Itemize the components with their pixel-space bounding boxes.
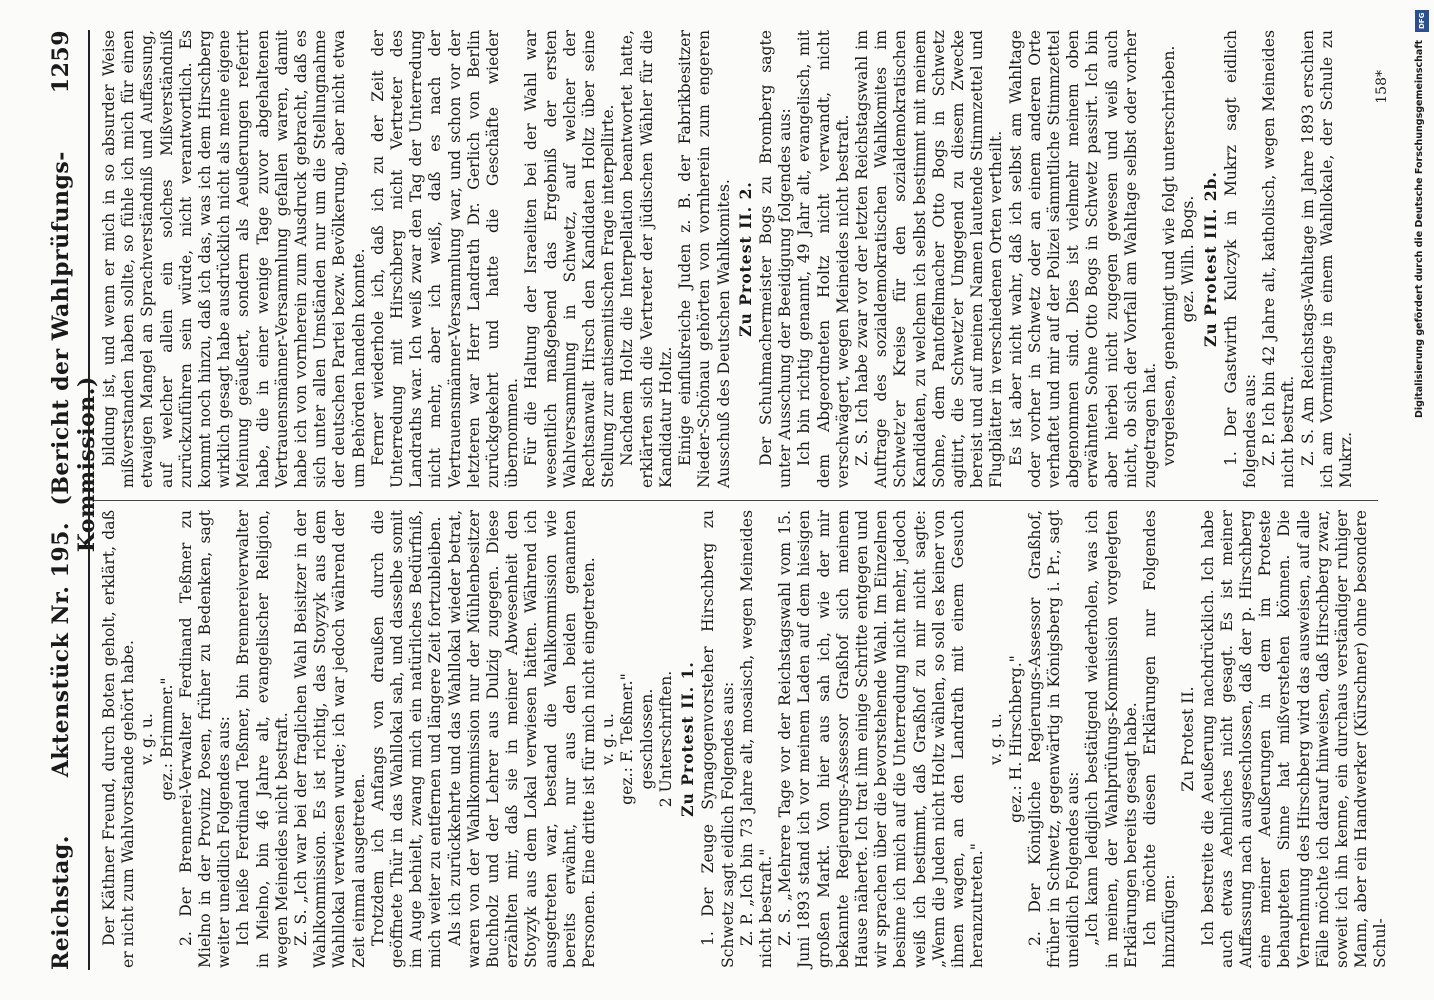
page-number: 1259 (48, 30, 74, 94)
section-heading: Zu Protest II. 2. (735, 181, 755, 337)
column-divider (94, 500, 1378, 501)
section-heading: Zu Protest II. 1. (678, 661, 698, 817)
paragraph: Z. S. „Mehrere Tage vor der Reichstagswahl vom 15. Juni 1893 stand ich vor meinem Laden auf dem hiesigen großen Markt. Von hier aus sah ich, wie der mir bekannte Regierungs-Assessor Graßhof sich meinem Hause näherte. Ich trat ihm einige Schritte entgegen und wir sprachen über die bevorstehende Wahl. Im Einzelnen besinne ich mich auf die Unterredung nicht mehr, jedoch weiß ich bestimmt, daß Graßhof zu mir nicht sagte: „Wenn die Juden nicht Holtz wählen, so soll es keiner von ihnen wagen, an den Landrath mit einem Gesuch heranzutreten." (776, 510, 987, 968)
paragraph: 1. Der Gastwirth Kulczyk in Mukrz sagt eidlich folgendes aus: (1221, 30, 1259, 488)
paragraph: 2. Der Brennerei-Verwalter Ferdinand Teßmer zu Mielno in der Provinz Posen, früher zu Bedenken, sagt weiter uneidlich Folgendes aus: (176, 510, 234, 968)
header-rule (88, 30, 90, 970)
dfg-logo: DFG (1415, 10, 1429, 32)
paragraph: 1. Der Zeuge Synagogenvorsteher Hirschberg zu Schwetz sagt eidlich Folgendes aus: (699, 510, 737, 968)
header-center (48, 93, 100, 835)
paragraph: gez. Wilh. Bogs. (1179, 195, 1198, 323)
paragraph: vorgelesen, genehmigt und wie folgt unterschrieben. (1160, 45, 1179, 466)
paragraph: bildung ist, und wenn er mich in so absurder Weise mißverstanden haben sollte, so fühle ich mich für einen etwaigen Mangel an Sprachverständniß und Auffassung, auf welcher allein ein solches Mißverständniß zurückzuführen sein würde, nicht verantwortlich. Es kommt noch hinzu, daß ich das, was ich dem Hirschberg wirklich gesagt habe ausdrücklich nicht als meine eigene Meinung geäußert, sondern als Aeußerungen referirt habe, die in einer wenige Tage zuvor abgehaltenen Vertrauensmänner-Versammlung gefallen waren, damit habe ich von vornherein zum Ausdruck gebracht, daß es sich unter allen Umständen nur um die Stellungnahme der deutschen Partei bezw. Bevölkerung, aber nicht etwa um Behörden handeln konnte. (100, 30, 368, 488)
page-header (48, 30, 100, 970)
paragraph: Zu Protest II. (1179, 686, 1198, 792)
paragraph: Ich bestreite die Aeußerung nachdrücklich. Ich habe auch etwas Aehnliches nicht gesagt. Es ist meiner Auffassung nach ausgeschlossen, daß der p. Hirschberg eine meiner Aeußerungen in dem im Proteste behaupteten Sinne hat mißverstehen können. Die Vernehmung des Hirschberg wird das ausweisen, auf alle Fälle möchte ich darauf hinweisen, daß Hirschberg zwar, soweit ich ihn kenne, ein durchaus verständiger ruhiger Mann, aber ein Handwerker (Kürschner) ohne besondere Schul- (1198, 510, 1390, 968)
paragraph: Einige einflußreiche Juden z. B. der Fabrikbesitzer Nieder-Schönau gehörten von vornherein zum engeren Ausschuß des Deutschen Wahlkomites. (676, 30, 733, 488)
paragraph: gez.: F. Teßmer." (618, 673, 637, 805)
paragraph: Der Schuhmachermeister Bogs zu Bromberg sagte unter Ausschung der Beeidigung folgendes aus: (756, 30, 795, 488)
paragraph: Z. S. „Ich war bei der fraglichen Wahl Beisitzer in der Wahlkommission. Es ist richtig, das Stoyzyk aus dem Wahllokal verwiesen wurde; ich war jedoch während der Zeit einmal ausgetreten. (292, 510, 368, 968)
paragraph: Z. P. Ich bin 42 Jahre alt, katholisch, wegen Meineides nicht bestraft. (1260, 30, 1298, 488)
paragraph: v. g. u. (138, 713, 157, 765)
paragraph: Ich möchte diesen Erklärungen nur Folgendes hinzufügen: (1140, 510, 1179, 968)
paragraph: 2. Der Königliche Regierungs-Assessor Graßhof, früher in Schwetz, gegenwärtig in Königsberg i. Pr., sagt uneidlich Folgendes aus: (1025, 510, 1083, 968)
paragraph: v. g. u. (599, 713, 618, 765)
funding-note: Digitalisierung gefördert durch die Deutsche Forschungsgemeinschaft (1414, 40, 1425, 418)
header-subtitle: (Bericht der Wahlprüfungs-Kommission.) (48, 151, 100, 553)
rotated-sheet (18, 10, 1408, 990)
paragraph: „Ich kann lediglich bestätigend wiederholen, was ich in meinen, der Wahlprüfungs-Kommission vorgelegten Erklärungen bereits gesagt habe. (1083, 510, 1140, 968)
paragraph: Ich heiße Ferdinand Teßmer, bin Brennereiverwalter in Mielno, bin 46 Jahre alt, evangelischer Religion, wegen Meineides nicht bestraft. (234, 510, 291, 968)
section-heading: Zu Protest III. 2b. (1200, 171, 1220, 347)
paragraph: gez.: H. Hirschberg." (1006, 655, 1025, 823)
paragraph: Für die Haltung der Israeliten bei der Wahl war wesentlich maßgebend das Ergebniß der ersten Wahlversammlung in Schwetz, auf welcher der Rechtsanwalt Hirsch den Kandidaten Holtz über seine Stellung zur antisemitischen Frage interpellirte. (522, 30, 618, 488)
right-column (100, 30, 1356, 488)
paragraph: Nachdem Holtz die Interpellation beantwortet hatte, erklärten sich die Vertreter der jüdischen Wähler für die Kandidatur Holtz. (618, 30, 675, 488)
paragraph: gez.: Brimmer." (157, 677, 176, 801)
header-center-text: Aktenstück Nr. 195. (48, 521, 74, 778)
left-column (100, 510, 1391, 968)
paragraph: Z. P. „Ich bin 73 Jahre alt, mosaisch, wegen Meineides nicht bestraft." (737, 510, 775, 968)
paragraph: Z. S. Ich habe zwar vor der letzten Reichstagswahl im Auftrage des sozialdemokratischen Wahlkomites im Schwetz'er Kreise für den sozialdemokratischen Kandidaten, zu welchem ich selbst bestimmt mit meinem Sohne, dem Pantoffelmacher Otto Bogs in Schwetz agitirt, die Schwetz'er Umgegend zu diesem Zwecke bereist und auf meinen Namen lautende Stimmzettel und Flugblätter in verschiedenen Orten vertheilt. (852, 30, 1006, 488)
paragraph: Der Käthner Freund, durch Boten geholt, erklärt, daß er nicht zum Wahlvorstande gehört habe. (100, 510, 138, 968)
paragraph: Ich bin richtig genannt, 49 Jahr alt, evangelisch, mit dem Abgeordneten Holtz nicht verwandt, nicht verschwägert, wegen Meineides nicht bestraft. (795, 30, 852, 488)
paragraph: 2 Unterschriften. (656, 670, 675, 808)
paragraph: Trotzdem ich Anfangs von draußen durch die geöffnete Thür in das Wahllokal sah, und dasselbe somit im Auge behielt, zwang mich ein natürliches Bedürfniß, mich weiter zu entfernen und längere Zeit fortzubleiben. (368, 510, 445, 968)
paragraph: Ferner wiederhole ich, daß ich zu der Zeit der Unterredung mit Hirschberg nicht Vertreter des Landraths war. Ich weiß zwar den Tag der Unterredung nicht mehr, aber ich weiß, daß es nach der Vertrauensmänner-Versammlung war, und schon vor der letzteren war Herr Landrath Dr. Gerlich von Berlin zurückgekehrt und hatte die Geschäfte wieder übernommen. (368, 30, 522, 488)
paragraph: Z. S. Am Reichstags-Wahltage im Jahre 1893 erschien ich am Vormittage in einem Wahllokale, der Schule zu Mukrz. (1298, 30, 1355, 488)
paragraph: Als ich zurückkehrte und das Wahllokal wieder betrat, waren von der Wahlkommission nur der Mühlenbesitzer Buchholz und der Lehrer aus Dulzig zugegen. Diese erzählten mir, daß sie in meiner Abwesenheit den Stoyzyk aus dem Lokal verwiesen hätten. Während ich ausgetreten war, bestand die Wahlkommission wie bereits erwähnt, nur aus den beiden genannten Personen. Eine dritte ist für mich nicht eingetreten. (445, 510, 599, 968)
signature-mark: 158* (1374, 70, 1390, 104)
paragraph: Es ist aber nicht wahr, daß ich selbst am Wahltage oder vorher in Schwetz oder an einem anderen Orte verhaftet und mir auf der Polizei sämmtliche Stimmzettel abgenommen sind. Dies ist vielmehr meinem oben erwähnten Sohne Otto Bogs in Schwetz passirt. Ich bin aber hierbei nicht zugegen gewesen und weiß auch nicht, ob sich der Vorfall am Wahltage selbst oder vorher zugetragen hat. (1006, 30, 1159, 488)
paragraph: v. g. u. (987, 713, 1006, 765)
paragraph: geschlossen. (637, 688, 656, 790)
funding-sidebar (1414, 10, 1430, 990)
header-left: Reichstag. (48, 835, 74, 970)
